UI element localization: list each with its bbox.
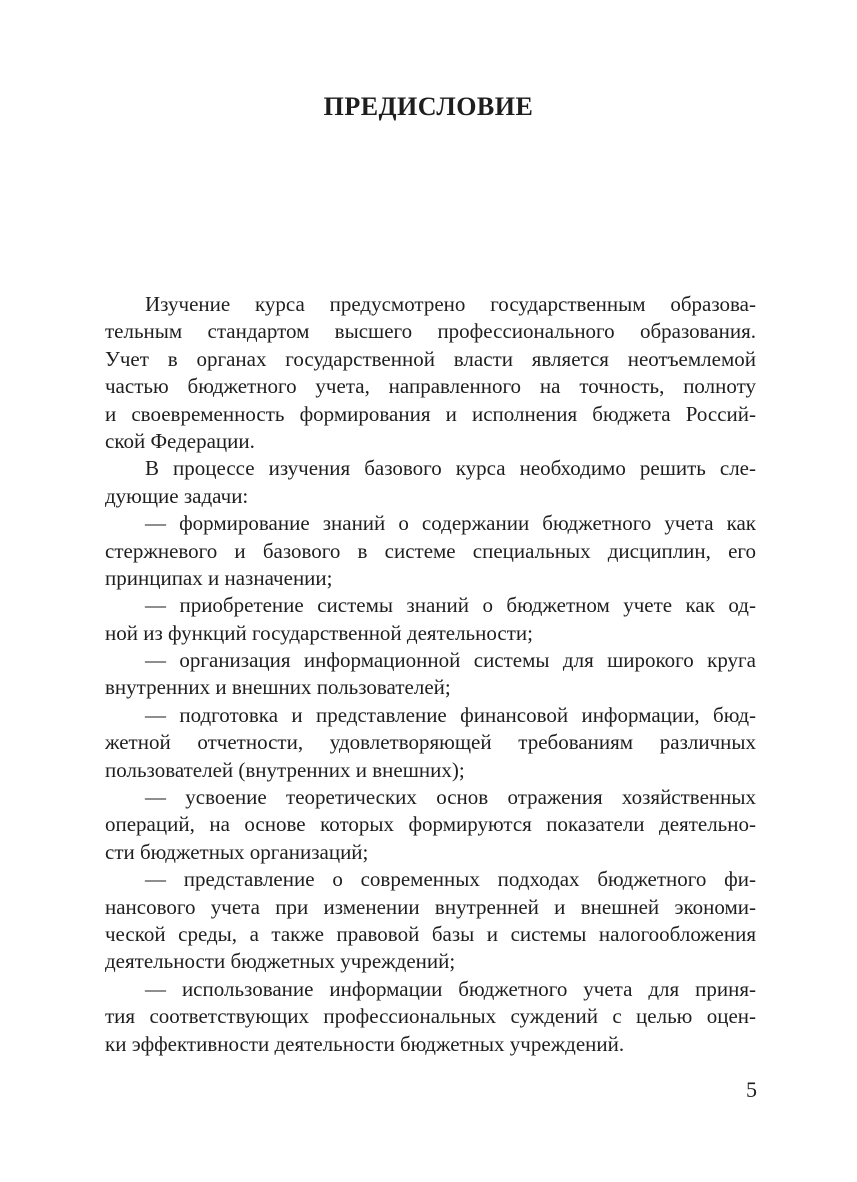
text-line: ческой среды, а также правовой базы и системы налогообложения: [105, 921, 756, 946]
text-line: В процессе изучения базового курса необходимо решить сле-: [145, 456, 756, 481]
text-line: — приобретение системы знаний о бюджетном учете как од-: [145, 593, 756, 618]
text-line: — подготовка и представление финансовой информации, бюд-: [145, 702, 756, 727]
text-line: частью бюджетного учета, направленного на точность, полноту: [105, 374, 756, 399]
text-line: Изучение курса предусмотрено государственным образова-: [145, 292, 756, 316]
text-line: ной из функций государственной деятельности;: [105, 620, 533, 645]
text-line: Учет в органах государственной власти является неотъемлемой: [105, 346, 756, 371]
page-title: ПРЕДИСЛОВИЕ: [323, 92, 534, 121]
text-line: ки эффективности деятельности бюджетных учреждений.: [105, 1031, 625, 1056]
text-line: сти бюджетных организаций;: [105, 839, 369, 864]
text-line: операций, на основе которых формируются показатели деятельно-: [105, 812, 756, 837]
text-line: — организация информационной системы для широкого круга: [145, 648, 756, 673]
text-line: деятельности бюджетных учреждений;: [105, 949, 456, 974]
text-line: пользователей (внутренних и внешних);: [105, 757, 465, 782]
text-line: принципах и назначении;: [105, 565, 333, 590]
text-line: стержневого и базового в системе специальных дисциплин, его: [105, 538, 756, 563]
text-line: дующие задачи:: [105, 483, 249, 508]
body-text: [105, 291, 756, 1058]
text-line: — использование информации бюджетного учета для приня-: [145, 976, 756, 1001]
text-line: нансового учета при изменении внутренней и внешней экономи-: [105, 894, 756, 919]
text-line: внутренних и внешних пользователей;: [105, 675, 451, 700]
text-line: тия соответствующих профессиональных суждений с целью оцен-: [105, 1004, 756, 1029]
text-line: — формирование знаний о содержании бюджетного учета как: [145, 511, 756, 536]
text-line: жетной отчетности, удовлетворяющей требованиям различных: [105, 730, 756, 755]
text-line: — усвоение теоретических основ отражения хозяйственных: [145, 785, 756, 810]
text-line: — представление о современных подходах бюджетного фи-: [145, 867, 756, 892]
text-line: ской Федерации.: [105, 428, 255, 453]
text-line: и своевременность формирования и исполнения бюджета Россий-: [105, 401, 756, 426]
page-number: 5: [746, 1077, 757, 1102]
text-line: тельным стандартом высшего профессионального образования.: [105, 319, 756, 344]
